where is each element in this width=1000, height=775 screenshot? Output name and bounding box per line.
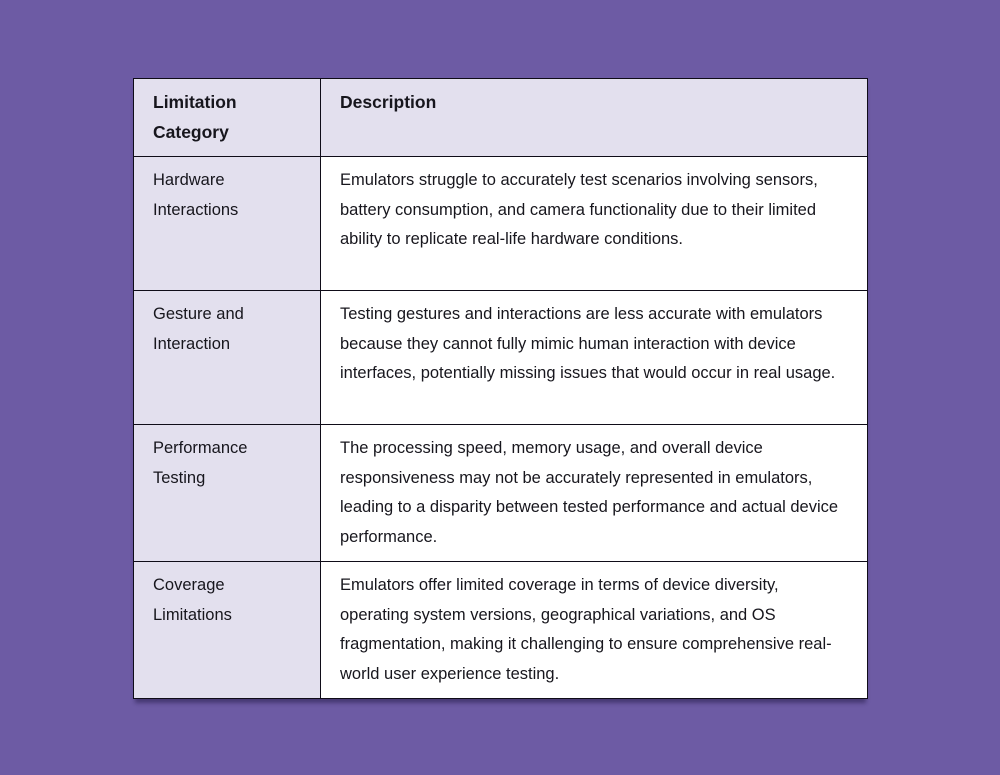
table-row: [134, 291, 868, 425]
category-cell-performance-testing: Performance Testing: [134, 425, 321, 562]
limitations-table: [133, 78, 868, 699]
description-cell-hardware-interactions: Emulators struggle to accurately test scenarios involving sensors, battery consumption, and camera functionality due to their limited ability to replicate real-life hardware conditions.: [321, 157, 868, 291]
table-header-row: [134, 79, 868, 157]
table-row: [134, 562, 868, 699]
table-row: [134, 425, 868, 562]
limitations-table-container: [133, 78, 868, 699]
description-cell-gesture-and-interaction: Testing gestures and interactions are less accurate with emulators because they cannot fully mimic human interaction with device interfaces, potentially missing issues that would occur in real usage.: [321, 291, 868, 425]
column-header-limitation-category: Limitation Category: [134, 79, 321, 157]
category-cell-hardware-interactions: Hardware Interactions: [134, 157, 321, 291]
category-cell-gesture-and-interaction: Gesture and Interaction: [134, 291, 321, 425]
table-row: [134, 157, 868, 291]
description-cell-coverage-limitations: Emulators offer limited coverage in terms of device diversity, operating system versions, geographical variations, and OS fragmentation, making it challenging to ensure comprehensive real-world user experience testing.: [321, 562, 868, 699]
category-cell-coverage-limitations: Coverage Limitations: [134, 562, 321, 699]
column-header-description: Description: [321, 79, 868, 157]
description-cell-performance-testing: The processing speed, memory usage, and overall device responsiveness may not be accurately represented in emulators, leading to a disparity between tested performance and actual device performance.: [321, 425, 868, 562]
